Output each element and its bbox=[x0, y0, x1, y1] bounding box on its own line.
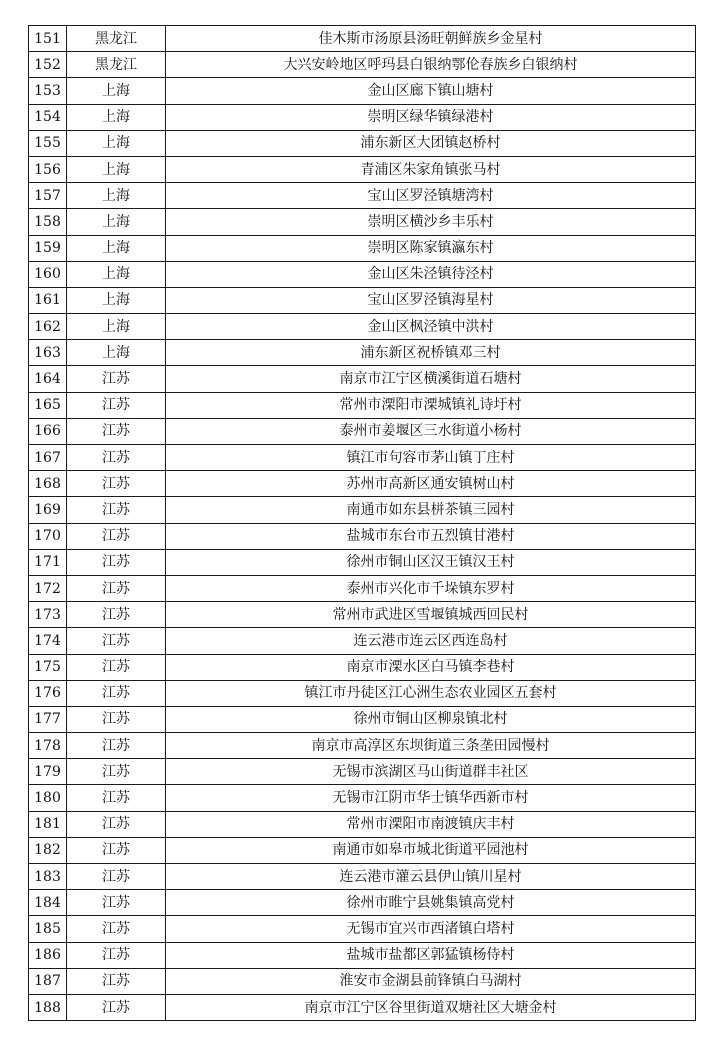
village-name-cell: 徐州市睢宁县姚集镇高党村 bbox=[166, 890, 696, 916]
table-row bbox=[29, 994, 696, 1020]
village-name-cell: 无锡市宜兴市西渚镇白塔村 bbox=[166, 916, 696, 942]
village-name-cell: 南京市江宁区谷里街道双塘社区大塘金村 bbox=[166, 994, 696, 1020]
province-cell: 江苏 bbox=[67, 497, 166, 523]
table-row bbox=[29, 287, 696, 313]
row-number-cell: 181 bbox=[29, 811, 67, 837]
table-row bbox=[29, 418, 696, 444]
row-number-cell: 159 bbox=[29, 235, 67, 261]
table-row bbox=[29, 785, 696, 811]
village-name-cell: 常州市溧阳市南渡镇庆丰村 bbox=[166, 811, 696, 837]
table-row bbox=[29, 235, 696, 261]
row-number-cell: 153 bbox=[29, 78, 67, 104]
province-cell: 黑龙江 bbox=[67, 52, 166, 78]
village-name-cell: 崇明区陈家镇瀛东村 bbox=[166, 235, 696, 261]
province-cell: 上海 bbox=[67, 183, 166, 209]
table-row bbox=[29, 340, 696, 366]
village-name-cell: 南京市溧水区白马镇李巷村 bbox=[166, 654, 696, 680]
province-cell: 江苏 bbox=[67, 549, 166, 575]
table-row bbox=[29, 916, 696, 942]
village-name-cell: 南通市如东县栟茶镇三园村 bbox=[166, 497, 696, 523]
table-row bbox=[29, 523, 696, 549]
province-cell: 江苏 bbox=[67, 602, 166, 628]
row-number-cell: 185 bbox=[29, 916, 67, 942]
village-name-cell: 盐城市盐都区郭猛镇杨侍村 bbox=[166, 942, 696, 968]
province-cell: 江苏 bbox=[67, 471, 166, 497]
province-cell: 江苏 bbox=[67, 628, 166, 654]
table-row bbox=[29, 366, 696, 392]
table-row bbox=[29, 26, 696, 52]
row-number-cell: 182 bbox=[29, 837, 67, 863]
village-name-cell: 苏州市高新区通安镇树山村 bbox=[166, 471, 696, 497]
table-row bbox=[29, 78, 696, 104]
row-number-cell: 176 bbox=[29, 680, 67, 706]
row-number-cell: 179 bbox=[29, 759, 67, 785]
province-cell: 江苏 bbox=[67, 575, 166, 601]
province-cell: 江苏 bbox=[67, 366, 166, 392]
table-row bbox=[29, 680, 696, 706]
village-name-cell: 无锡市江阴市华士镇华西新市村 bbox=[166, 785, 696, 811]
province-cell: 江苏 bbox=[67, 733, 166, 759]
village-name-cell: 常州市武进区雪堰镇城西回民村 bbox=[166, 602, 696, 628]
village-name-cell: 崇明区绿华镇绿港村 bbox=[166, 104, 696, 130]
table-row bbox=[29, 811, 696, 837]
village-name-cell: 金山区廊下镇山塘村 bbox=[166, 78, 696, 104]
row-number-cell: 163 bbox=[29, 340, 67, 366]
province-cell: 江苏 bbox=[67, 837, 166, 863]
village-name-cell: 泰州市姜堰区三水街道小杨村 bbox=[166, 418, 696, 444]
table-row bbox=[29, 52, 696, 78]
village-name-cell: 宝山区罗泾镇塘湾村 bbox=[166, 183, 696, 209]
province-cell: 江苏 bbox=[67, 523, 166, 549]
province-cell: 上海 bbox=[67, 104, 166, 130]
table-row bbox=[29, 471, 696, 497]
table-row bbox=[29, 497, 696, 523]
row-number-cell: 166 bbox=[29, 418, 67, 444]
table-row bbox=[29, 445, 696, 471]
table-row bbox=[29, 968, 696, 994]
row-number-cell: 168 bbox=[29, 471, 67, 497]
province-cell: 黑龙江 bbox=[67, 26, 166, 52]
village-name-cell: 镇江市丹徒区江心洲生态农业园区五套村 bbox=[166, 680, 696, 706]
row-number-cell: 161 bbox=[29, 287, 67, 313]
row-number-cell: 155 bbox=[29, 130, 67, 156]
row-number-cell: 167 bbox=[29, 445, 67, 471]
row-number-cell: 165 bbox=[29, 392, 67, 418]
province-cell: 江苏 bbox=[67, 811, 166, 837]
province-cell: 上海 bbox=[67, 314, 166, 340]
table-row bbox=[29, 628, 696, 654]
table-row bbox=[29, 314, 696, 340]
village-name-cell: 金山区枫泾镇中洪村 bbox=[166, 314, 696, 340]
village-name-cell: 连云港市灌云县伊山镇川星村 bbox=[166, 864, 696, 890]
village-name-cell: 常州市溧阳市溧城镇礼诗圩村 bbox=[166, 392, 696, 418]
village-list-body bbox=[29, 26, 696, 1021]
row-number-cell: 175 bbox=[29, 654, 67, 680]
row-number-cell: 188 bbox=[29, 994, 67, 1020]
row-number-cell: 156 bbox=[29, 156, 67, 182]
province-cell: 上海 bbox=[67, 235, 166, 261]
village-name-cell: 宝山区罗泾镇海星村 bbox=[166, 287, 696, 313]
table-row bbox=[29, 602, 696, 628]
village-name-cell: 崇明区横沙乡丰乐村 bbox=[166, 209, 696, 235]
village-name-cell: 泰州市兴化市千垛镇东罗村 bbox=[166, 575, 696, 601]
province-cell: 江苏 bbox=[67, 680, 166, 706]
province-cell: 江苏 bbox=[67, 890, 166, 916]
table-row bbox=[29, 261, 696, 287]
village-name-cell: 浦东新区大团镇赵桥村 bbox=[166, 130, 696, 156]
village-name-cell: 青浦区朱家角镇张马村 bbox=[166, 156, 696, 182]
row-number-cell: 171 bbox=[29, 549, 67, 575]
table-row bbox=[29, 706, 696, 732]
province-cell: 上海 bbox=[67, 130, 166, 156]
row-number-cell: 170 bbox=[29, 523, 67, 549]
row-number-cell: 173 bbox=[29, 602, 67, 628]
row-number-cell: 184 bbox=[29, 890, 67, 916]
village-name-cell: 镇江市句容市茅山镇丁庄村 bbox=[166, 445, 696, 471]
row-number-cell: 178 bbox=[29, 733, 67, 759]
row-number-cell: 169 bbox=[29, 497, 67, 523]
table-row bbox=[29, 759, 696, 785]
table-row bbox=[29, 104, 696, 130]
village-name-cell: 连云港市连云区西连岛村 bbox=[166, 628, 696, 654]
row-number-cell: 160 bbox=[29, 261, 67, 287]
province-cell: 江苏 bbox=[67, 968, 166, 994]
province-cell: 江苏 bbox=[67, 942, 166, 968]
row-number-cell: 172 bbox=[29, 575, 67, 601]
row-number-cell: 186 bbox=[29, 942, 67, 968]
province-cell: 江苏 bbox=[67, 392, 166, 418]
row-number-cell: 151 bbox=[29, 26, 67, 52]
table-row bbox=[29, 575, 696, 601]
village-name-cell: 佳木斯市汤原县汤旺朝鲜族乡金星村 bbox=[166, 26, 696, 52]
province-cell: 江苏 bbox=[67, 418, 166, 444]
village-name-cell: 无锡市滨湖区马山街道群丰社区 bbox=[166, 759, 696, 785]
table-row bbox=[29, 130, 696, 156]
row-number-cell: 154 bbox=[29, 104, 67, 130]
province-cell: 江苏 bbox=[67, 994, 166, 1020]
row-number-cell: 187 bbox=[29, 968, 67, 994]
village-name-cell: 南京市高淳区东坝街道三条垄田园慢村 bbox=[166, 733, 696, 759]
village-list-table bbox=[28, 25, 696, 1021]
row-number-cell: 174 bbox=[29, 628, 67, 654]
province-cell: 江苏 bbox=[67, 864, 166, 890]
province-cell: 江苏 bbox=[67, 706, 166, 732]
table-row bbox=[29, 183, 696, 209]
province-cell: 上海 bbox=[67, 78, 166, 104]
province-cell: 上海 bbox=[67, 261, 166, 287]
province-cell: 江苏 bbox=[67, 654, 166, 680]
table-row bbox=[29, 392, 696, 418]
table-row bbox=[29, 942, 696, 968]
table-row bbox=[29, 864, 696, 890]
province-cell: 江苏 bbox=[67, 759, 166, 785]
village-name-cell: 南京市江宁区横溪街道石塘村 bbox=[166, 366, 696, 392]
table-row bbox=[29, 837, 696, 863]
province-cell: 上海 bbox=[67, 156, 166, 182]
row-number-cell: 157 bbox=[29, 183, 67, 209]
village-list-table-container bbox=[28, 25, 695, 1021]
village-name-cell: 徐州市铜山区柳泉镇北村 bbox=[166, 706, 696, 732]
province-cell: 上海 bbox=[67, 287, 166, 313]
row-number-cell: 162 bbox=[29, 314, 67, 340]
village-name-cell: 大兴安岭地区呼玛县白银纳鄂伦春族乡白银纳村 bbox=[166, 52, 696, 78]
village-name-cell: 盐城市东台市五烈镇甘港村 bbox=[166, 523, 696, 549]
row-number-cell: 164 bbox=[29, 366, 67, 392]
village-name-cell: 南通市如皋市城北街道平园池村 bbox=[166, 837, 696, 863]
table-row bbox=[29, 890, 696, 916]
province-cell: 上海 bbox=[67, 209, 166, 235]
table-row bbox=[29, 733, 696, 759]
province-cell: 上海 bbox=[67, 340, 166, 366]
row-number-cell: 180 bbox=[29, 785, 67, 811]
row-number-cell: 158 bbox=[29, 209, 67, 235]
village-name-cell: 浦东新区祝桥镇邓三村 bbox=[166, 340, 696, 366]
province-cell: 江苏 bbox=[67, 445, 166, 471]
province-cell: 江苏 bbox=[67, 916, 166, 942]
row-number-cell: 183 bbox=[29, 864, 67, 890]
table-row bbox=[29, 654, 696, 680]
table-row bbox=[29, 156, 696, 182]
village-name-cell: 金山区朱泾镇待泾村 bbox=[166, 261, 696, 287]
province-cell: 江苏 bbox=[67, 785, 166, 811]
row-number-cell: 152 bbox=[29, 52, 67, 78]
village-name-cell: 淮安市金湖县前锋镇白马湖村 bbox=[166, 968, 696, 994]
table-row bbox=[29, 549, 696, 575]
table-row bbox=[29, 209, 696, 235]
village-name-cell: 徐州市铜山区汉王镇汉王村 bbox=[166, 549, 696, 575]
row-number-cell: 177 bbox=[29, 706, 67, 732]
